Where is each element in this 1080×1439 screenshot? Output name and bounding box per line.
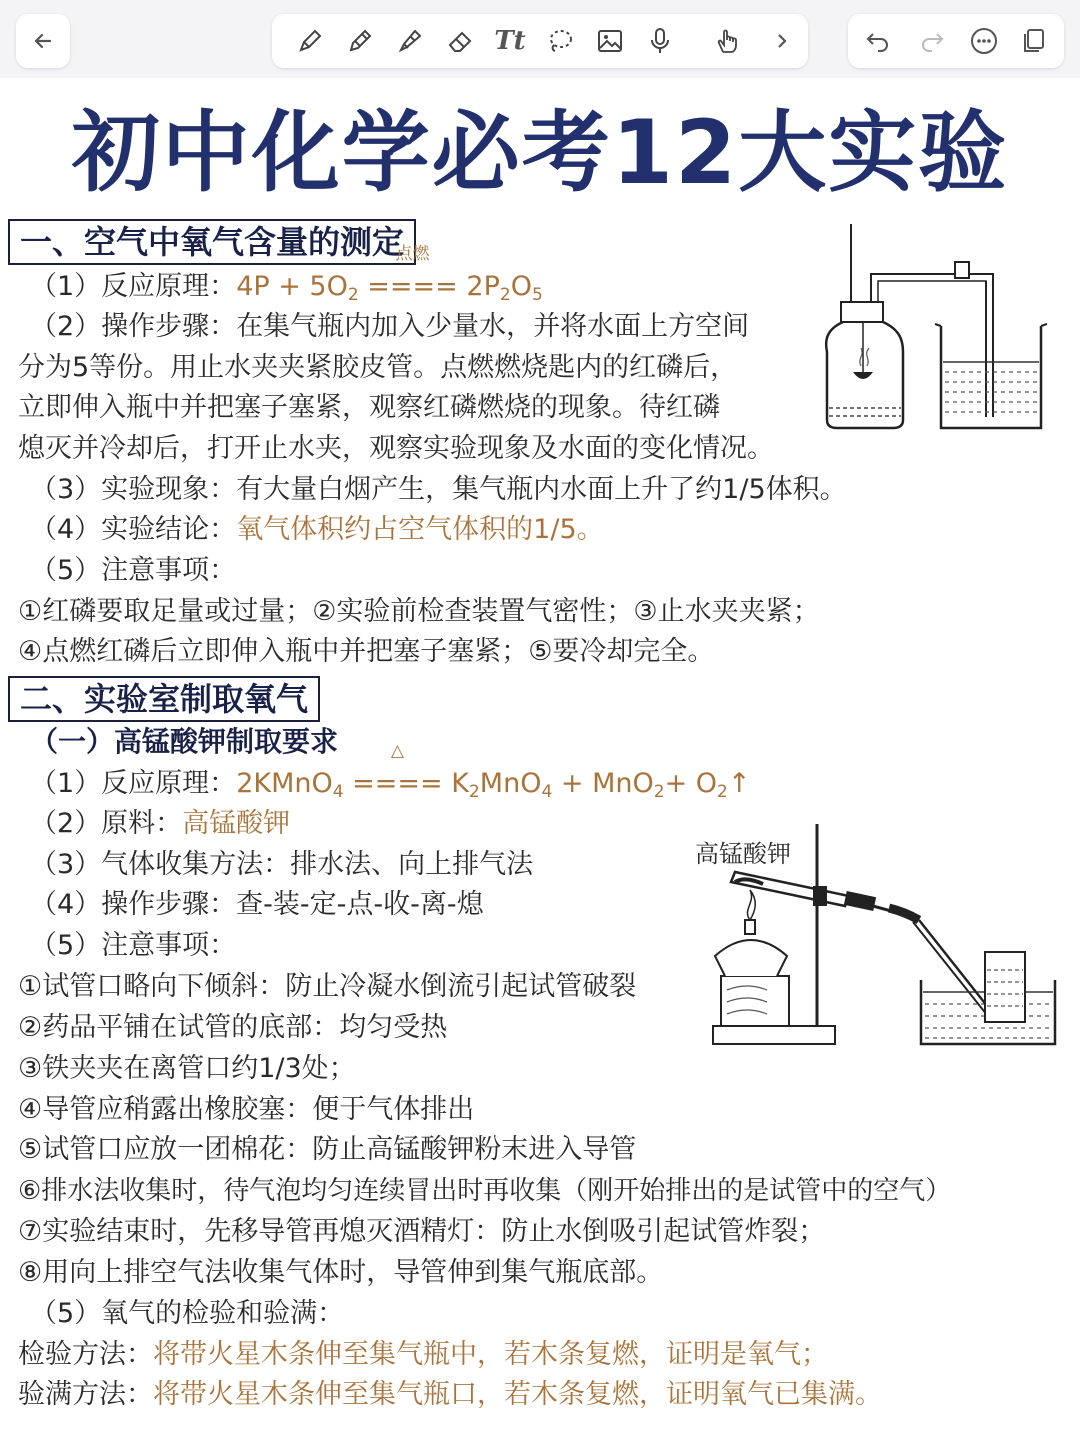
more-icon[interactable] <box>962 14 1006 68</box>
equation: 2KMnO$_4$ △ ==== $K_2MnO_4 + MnO_2+$ $O_2↑$ <box>236 741 751 802</box>
potassium-permanganate-apparatus-diagram <box>705 820 1065 1052</box>
s2-note-7: ⑦实验结束时，先移导管再熄灭酒精灯：防止水倒吸引起试管炸裂； <box>18 1216 826 1247</box>
s1-step-3: 立即伸入瓶中并把塞子塞紧，观察红磷燃烧的现象。待红磷 <box>18 392 720 423</box>
lasso-icon[interactable] <box>538 14 582 68</box>
highlighter-icon[interactable] <box>388 14 432 68</box>
pages-icon[interactable] <box>1012 14 1056 68</box>
s1-step-1: （2）操作步骤：在集气瓶内加入少量水，并将水面上方空间 <box>30 311 750 342</box>
s1-note-1: ①红磷要取足量或过量；②实验前检查装置气密性；③止水夹夹紧； <box>18 596 820 627</box>
s2-full-method: 验满方法：将带火星木条伸至集气瓶口，若木条复燃，证明氧气已集满。 <box>18 1379 882 1410</box>
text-tool-icon[interactable]: Tt <box>494 26 526 56</box>
oxygen-content-apparatus-diagram <box>815 222 1055 434</box>
s2-reaction: （1）反应原理：2KMnO$_4$ △ ==== $K_2MnO_4 + MnO_2+$ $O_2↑$ <box>30 741 751 802</box>
hand-pointer-icon[interactable] <box>706 14 750 68</box>
undo-icon[interactable] <box>856 14 900 68</box>
pen-icon[interactable] <box>288 14 332 68</box>
tool-palette <box>272 14 808 68</box>
microphone-icon[interactable] <box>638 14 682 68</box>
section-heading-2: 二、实验室制取氧气 <box>8 676 320 722</box>
s2-note-5: ⑤试管口应放一团棉花：防止高锰酸钾粉末进入导管 <box>18 1134 637 1165</box>
s2-collection: （3）气体收集方法：排水法、向上排气法 <box>30 849 534 880</box>
chevron-right-icon[interactable] <box>760 14 804 68</box>
s2-subheading: （一）高锰酸钾制取要求 <box>30 725 339 758</box>
diagram-label: 高锰酸钾 <box>695 840 791 868</box>
s2-steps: （4）操作步骤：查-装-定-点-收-离-熄 <box>30 889 484 920</box>
s2-note-4: ④导管应稍露出橡胶塞：便于气体排出 <box>18 1094 475 1125</box>
s1-step-2: 分为5等份。用止水夹夹紧胶皮管。点燃燃烧匙内的红磷后， <box>18 352 738 383</box>
s2-notes-title: （5）注意事项： <box>30 930 237 961</box>
arrow-left-icon <box>21 14 65 68</box>
back-button[interactable] <box>16 14 70 68</box>
s2-test-method: 检验方法：将带火星木条伸至集气瓶中，若木条复燃，证明是氧气； <box>18 1339 828 1370</box>
s2-test-title: （5）氧气的检验和验满： <box>30 1298 345 1329</box>
s2-material: （2）原料：高锰酸钾 <box>30 808 291 839</box>
equation: $4P + 5O_2$ 点燃 ==== $2P_2O_5$ <box>236 244 543 305</box>
s1-reaction <box>30 244 543 306</box>
section-heading-1: 一、空气中氧气含量的测定 <box>8 219 416 265</box>
label: （1）反应原理： <box>30 271 237 302</box>
s1-note-2: ④点燃红磷后立即伸入瓶中并把塞子塞紧；⑤要冷却完全。 <box>18 636 715 667</box>
s1-conclusion: （4）实验结论：氧气体积约占空气体积的1/5。 <box>30 514 604 545</box>
redo-icon[interactable] <box>910 14 954 68</box>
eraser-icon[interactable] <box>438 14 482 68</box>
s2-note-8: ⑧用向上排空气法收集气体时，导管伸到集气瓶底部。 <box>18 1257 664 1288</box>
s2-note-3: ③铁夹夹在离管口约1/3处； <box>18 1053 356 1084</box>
pencil-icon[interactable] <box>338 14 382 68</box>
page-title: 初中化学必考12大实验 <box>71 101 1009 204</box>
s2-note-1: ①试管口略向下倾斜：防止冷凝水倒流引起试管破裂 <box>18 971 637 1002</box>
s2-note-2: ②药品平铺在试管的底部：均匀受热 <box>18 1012 448 1043</box>
s1-step-4: 熄灭并冷却后，打开止水夹，观察实验现象及水面的变化情况。 <box>18 433 774 464</box>
s2-note-6: ⑥排水法收集时，待气泡均匀连续冒出时再收集（刚开始排出的是试管中的空气） <box>18 1176 952 1206</box>
s1-notes-title: （5）注意事项： <box>30 555 237 586</box>
right-actions <box>848 14 1064 68</box>
toolbar <box>0 0 1080 78</box>
s1-phenomenon: （3）实验现象：有大量白烟产生，集气瓶内水面上升了约1/5体积。 <box>30 474 847 505</box>
image-icon[interactable] <box>588 14 632 68</box>
